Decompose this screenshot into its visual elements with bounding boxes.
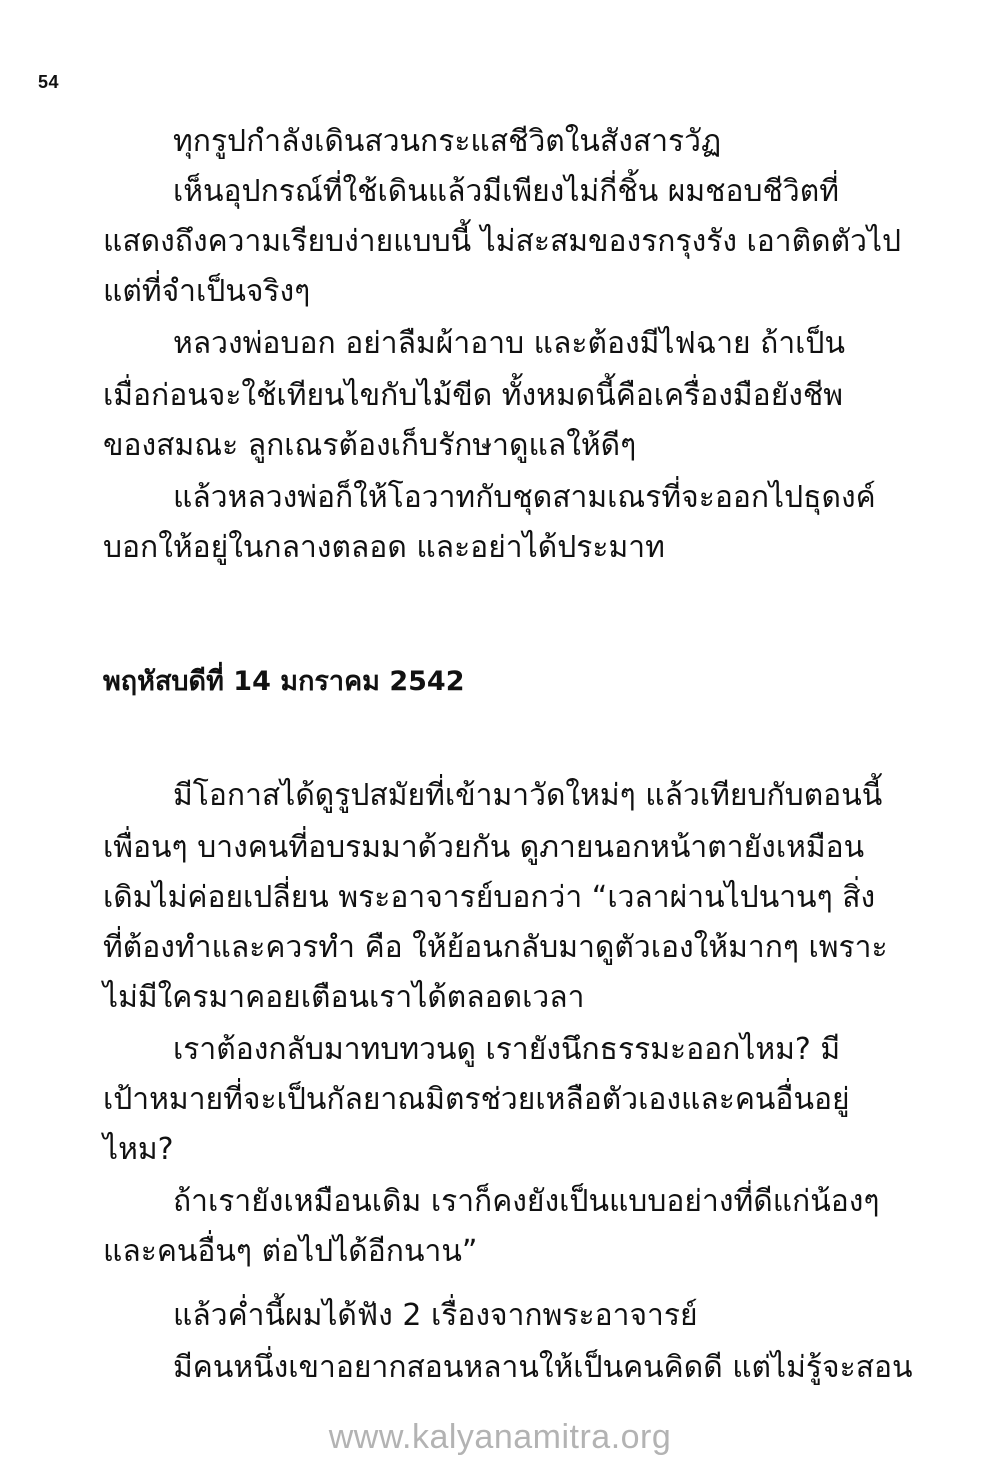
body-line: เพื่อนๆ บางคนที่อบรมมาด้วยกัน ดูภายนอกหน้าตายังเหมือน xyxy=(103,830,865,865)
body-line: และคนอื่นๆ ต่อไปได้อีกนาน” xyxy=(103,1234,478,1269)
body-line: เห็นอุปกรณ์ที่ใช้เดินแล้วมีเพียงไม่กี่ชิ้น ผมชอบชีวิตที่ xyxy=(173,174,840,209)
section-heading: พฤหัสบดีที่ 14 มกราคม 2542 xyxy=(103,666,465,697)
website-watermark: www.kalyanamitra.org xyxy=(328,1418,672,1456)
body-line: แต่ที่จำเป็นจริงๆ xyxy=(103,274,311,309)
body-line: ไหม? xyxy=(103,1132,174,1167)
body-line: มีคนหนึ่งเขาอยากสอนหลานให้เป็นคนคิดดี แต่ไม่รู้จะสอน xyxy=(173,1350,913,1385)
body-line: แสดงถึงความเรียบง่ายแบบนี้ ไม่สะสมของรกรุงรัง เอาติดตัวไป xyxy=(103,224,902,259)
body-line: เมื่อก่อนจะใช้เทียนไขกับไม้ขีด ทั้งหมดนี้คือเครื่องมือยังชีพ xyxy=(103,378,844,413)
body-line: แล้วค่ำนี้ผมได้ฟัง 2 เรื่องจากพระอาจารย์ xyxy=(173,1298,698,1333)
body-line: เดิมไม่ค่อยเปลี่ยน พระอาจารย์บอกว่า “เวลาผ่านไปนานๆ สิ่ง xyxy=(103,880,876,915)
body-line: หลวงพ่อบอก อย่าลืมผ้าอาบ และต้องมีไฟฉาย ถ้าเป็น xyxy=(173,326,845,361)
body-line: ทุกรูปกำลังเดินสวนกระแสชีวิตในสังสารวัฏ xyxy=(173,124,722,159)
body-line: ที่ต้องทำและควรทำ คือ ให้ย้อนกลับมาดูตัวเองให้มากๆ เพราะ xyxy=(103,930,888,965)
body-line: เราต้องกลับมาทบทวนดู เรายังนึกธรรมะออกไหม? มี xyxy=(173,1032,841,1067)
body-line: แล้วหลวงพ่อก็ให้โอวาทกับชุดสามเณรที่จะออกไปธุดงค์ xyxy=(173,480,876,515)
body-line: ไม่มีใครมาคอยเตือนเราได้ตลอดเวลา xyxy=(103,980,585,1015)
body-line: ของสมณะ ลูกเณรต้องเก็บรักษาดูแลให้ดีๆ xyxy=(103,428,637,463)
body-line: ถ้าเรายังเหมือนเดิม เราก็คงยังเป็นแบบอย่างที่ดีแก่น้องๆ xyxy=(173,1184,880,1219)
body-line: บอกให้อยู่ในกลางตลอด และอย่าได้ประมาท xyxy=(103,530,665,565)
body-line: เป้าหมายที่จะเป็นกัลยาณมิตรช่วยเหลือตัวเองและคนอื่นอยู่ xyxy=(103,1082,850,1117)
body-line: มีโอกาสได้ดูรูปสมัยที่เข้ามาวัดใหม่ๆ แล้วเทียบกับตอนนี้ xyxy=(173,778,883,813)
page-number: 54 xyxy=(38,72,60,92)
